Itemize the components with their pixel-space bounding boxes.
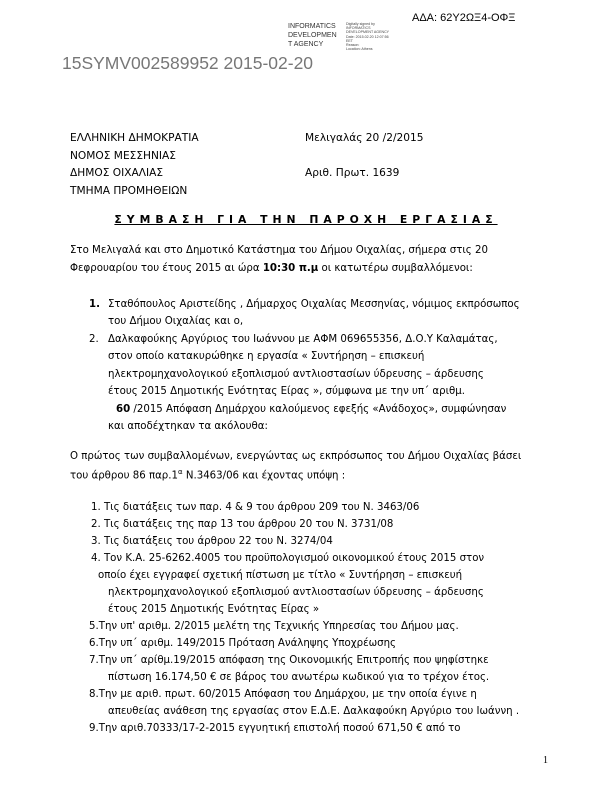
place-date: Μελιγαλάς 20 /2/2015 [305,132,424,144]
list-item: ηλεκτρομηχανολογικού εξοπλισμού αντλιοστασίων ύδρευσης – άρδευσης [108,587,484,598]
intro-line: Στο Μελιγαλά και στο Δημοτικό Κατάστημα του Δήμου Οιχαλίας, σήμερα στις 20 [70,245,488,256]
paragraph-line: του άρθρου 86 $\pi\alpha\rho.1^\alpha$ Ν.3463/06 και έχοντας υπόψη : [70,468,346,482]
document-id: 15SYMV002589952 2015-02-20 [62,53,314,73]
signature-line: Digitally signed by [346,22,375,26]
party-number: 2. [89,334,99,345]
protocol-number: Αριθ. Πρωτ. 1639 [305,167,400,180]
signature-line: Location: Athens [346,47,373,52]
list-item: 4. Τον Κ.Α. 25-6262.4005 του προϋπολογισμού οικονομικού έτους 2015 στον [91,553,485,564]
list-item: πίστωση 16.174,50 € σε βάρος του ανωτέρω κωδικού για το τρέχον έτος. [108,672,490,683]
signature-line: INFORMATICS [346,26,371,31]
party-line: ηλεκτρομηχανολογικού εξοπλισμού αντλιοστασίων ύδρευσης – άρδευσης [108,369,484,380]
ada-label: ΑΔΑ: 62Υ2ΩΞ4-ΟΦΞ [412,12,516,24]
list-item: 6.Την υπ΄ αριθμ. 149/2015 Πρόταση Ανάληψης Υποχρέωσης [89,638,397,649]
party-line: 60 /2015 Απόφαση Δημάρχου καλούμενος εφεξής «Ανάδοχος», συμφώνησαν [116,404,507,415]
list-item: 9.Την αριθ.70333/17-2-2015 εγγυητική επιστολή ποσού 671,50 € από το [89,723,461,734]
header-line: ΝΟΜΟΣ ΜΕΣΣΗΝΙΑΣ [70,149,176,162]
list-item: 8.Την με αριθ. πρωτ. 60/2015 Απόφαση του Δημάρχου, με την οποία έγινε η [89,689,477,700]
party-line: στον οποίο κατακυρώθηκε η εργασία « Συντήρηση – επισκευή [108,351,425,362]
list-item: 2. Τις διατάξεις της παρ 13 του άρθρου 20 του Ν. 3731/08 [91,519,394,530]
intro-line: Φεφρουαρίου του έτους 2015 αι ώρα 10:30 π.μ οι κατωτέρω συμβαλλόμενοι: [70,263,473,274]
header-line: ΕΛΛΗΝΙΚΗ ΔΗΜΟΚΡΑΤΙΑ [70,132,199,144]
signature-line: EET [346,38,353,43]
header-authority [70,130,199,200]
signature-line: DEVELOPMENT AGENCY [346,30,390,35]
paragraph-line: Ο πρώτος των συμβαλλομένων, ενεργώντας ως εκπρόσωπος του Δήμου Οιχαλίας βάσει [70,451,522,462]
header-right [305,130,424,183]
list-item: 3. Τις διατάξεις του άρθρου 22 του Ν. 3274/04 [91,536,333,547]
document-title: ΣΥΜΒΑΣΗ ΓΙΑ ΤΗΝ ΠΑΡΟΧΗ ΕΡΓΑΣΙΑΣ [114,213,498,226]
list-item: οποίο έχει εγγραφεί σχετική πίστωση με τίτλο « Συντήρηση – επισκευή [98,570,463,581]
list-item: 7.Την υπ΄ αρίθμ.19/2015 απόφαση της Οικονομικής Επιτροπής που ψηφίστηκε [89,655,489,666]
agency-line: T AGENCY [288,41,324,48]
page-number: 1 [543,755,548,766]
party-line: Σταθόπουλος Αριστείδης , Δήμαρχος Οιχαλίας Μεσσηνίας, νόμιμος εκπρόσωπος [108,299,520,310]
agency-line: INFORMATICS [288,23,336,30]
party-line: έτους 2015 Δημοτικής Ενότητας Είρας », σύμφωνα με την υπ΄ αριθμ. [108,386,465,397]
agency-name [288,22,337,49]
list-item: 1. Τις διατάξεις των παρ. 4 & 9 του άρθρου 209 του Ν. 3463/06 [91,502,420,513]
signature-line: Date: 2015.02.20 12:07:56 [346,34,389,39]
header-line: ΔΗΜΟΣ ΟΙΧΑΛΙΑΣ [70,167,164,180]
party-line: του Δήμου Οιχαλίας και ο, [108,316,244,327]
agency-line: DEVELOPMEN [288,32,337,39]
party-line: και αποδέχτηκαν τα ακόλουθα: [108,421,268,432]
party-number: 1. [89,299,100,310]
list-item: 5.Την υπ' αριθμ. 2/2015 μελέτη της Τεχνικής Υπηρεσίας του Δήμου μας. [89,621,459,632]
list-item: έτους 2015 Δημοτικής Ενότητας Είρας » [108,604,320,615]
list-item: απευθείας ανάθεση της εργασίας στον Ε.Δ.Ε. Δαλκαφούκη Αργύριο του Ιωάννη . [108,706,520,717]
signature-line: Reason: [346,43,360,48]
party-line: Δαλκαφούκης Αργύριος του Ιωάννου με ΑΦΜ 069655356, Δ.Ο.Υ Καλαμάτας, [108,334,498,345]
header-line: ΤΜΗΜΑ ΠΡΟΜΗΘΕΙΩΝ [70,184,188,197]
digital-signature-stamp [346,22,389,51]
